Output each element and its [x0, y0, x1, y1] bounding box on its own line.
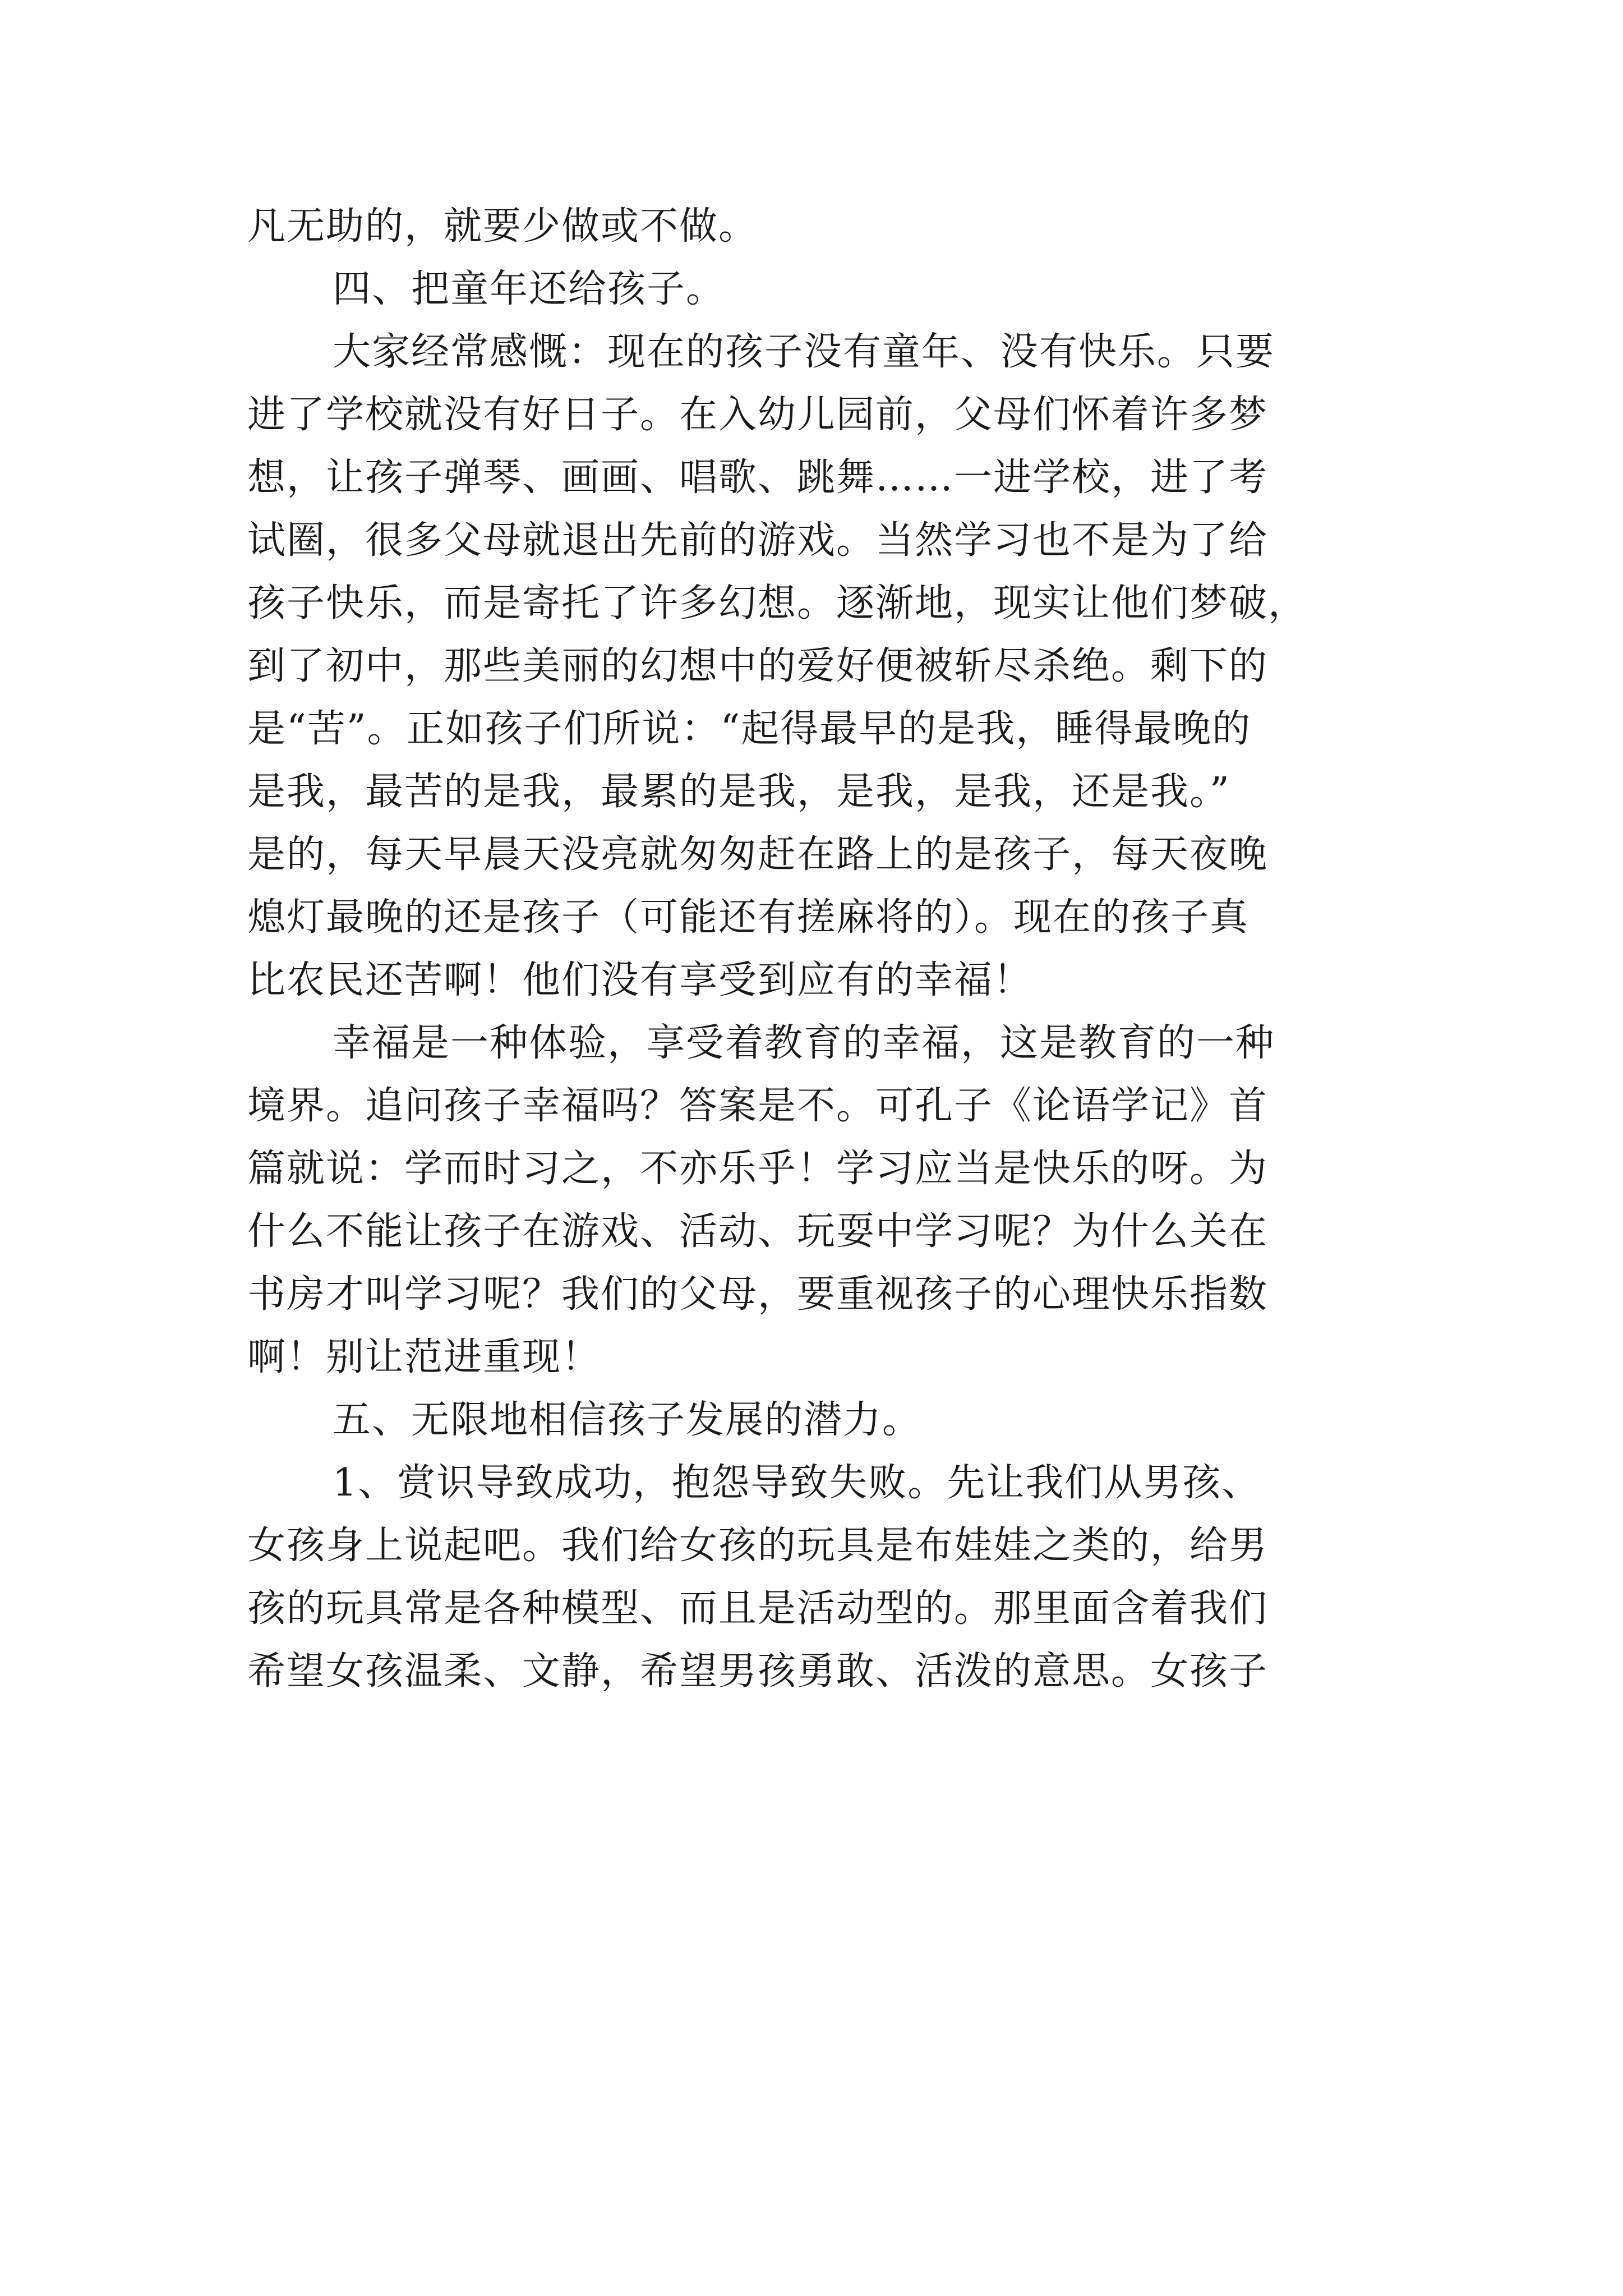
text-line: 境界。追问孩子幸福吗？答案是不。可孔子《论语学记》首	[247, 1084, 1269, 1128]
text-line: 五、无限地相信孩子发展的潜力。	[333, 1398, 922, 1442]
text-line: 希望女孩温柔、文静，希望男孩勇敢、活泼的意思。女孩子	[247, 1649, 1269, 1694]
body-text	[247, 195, 1391, 1703]
text-line: 女孩身上说起吧。我们给女孩的玩具是布娃娃之类的，给男	[247, 1524, 1269, 1568]
text-line: 凡无助的，就要少做或不做。	[247, 204, 758, 249]
text-line: 四、把童年还给孩子。	[333, 267, 726, 311]
text-line: 熄灯最晚的还是孩子（可能还有搓麻将的）。现在的孩子真	[247, 895, 1249, 940]
text-line: 进了学校就没有好日子。在入幼儿园前，父母们怀着许多梦	[247, 393, 1269, 437]
text-line: 是的，每天早晨天没亮就匆匆赶在路上的是孩子，每天夜晚	[247, 832, 1269, 877]
text-line: 篇就说：学而时习之，不亦乐乎！学习应当是快乐的呀。为	[247, 1147, 1269, 1191]
text-line: 幸福是一种体验，享受着教育的幸福，这是教育的一种	[333, 1021, 1275, 1065]
text-line: 啊！别让范进重现！	[247, 1335, 601, 1379]
text-line: 孩的玩具常是各种模型、而且是活动型的。那里面含着我们	[247, 1586, 1269, 1631]
text-line: 1、赏识导致成功，抱怨导致失败。先让我们从男孩、	[333, 1461, 1261, 1505]
text-line: 试圈，很多父母就退出先前的游戏。当然学习也不是为了给	[247, 518, 1269, 563]
text-line: 是我，最苦的是我，最累的是我，是我，是我，还是我。”	[247, 770, 1230, 814]
text-line: 比农民还苦啊！他们没有享受到应有的幸福！	[247, 958, 1033, 1002]
text-line: 书房才叫学习呢？我们的父母，要重视孩子的心理快乐指数	[247, 1272, 1269, 1317]
text-line: 想，让孩子弹琴、画画、唱歌、跳舞……一进学校，进了考	[247, 455, 1269, 500]
text-line: 到了初中，那些美丽的幻想中的爱好便被斩尽杀绝。剩下的	[247, 644, 1269, 688]
text-line: 孩子快乐，而是寄托了许多幻想。逐渐地，现实让他们梦破，	[247, 581, 1308, 625]
text-line: 是“苦”。正如孩子们所说：“起得最早的是我，睡得最晚的	[247, 707, 1252, 751]
text-line: 大家经常感慨：现在的孩子没有童年、没有快乐。只要	[333, 330, 1275, 374]
text-line: 什么不能让孩子在游戏、活动、玩耍中学习呢？为什么关在	[247, 1209, 1269, 1254]
